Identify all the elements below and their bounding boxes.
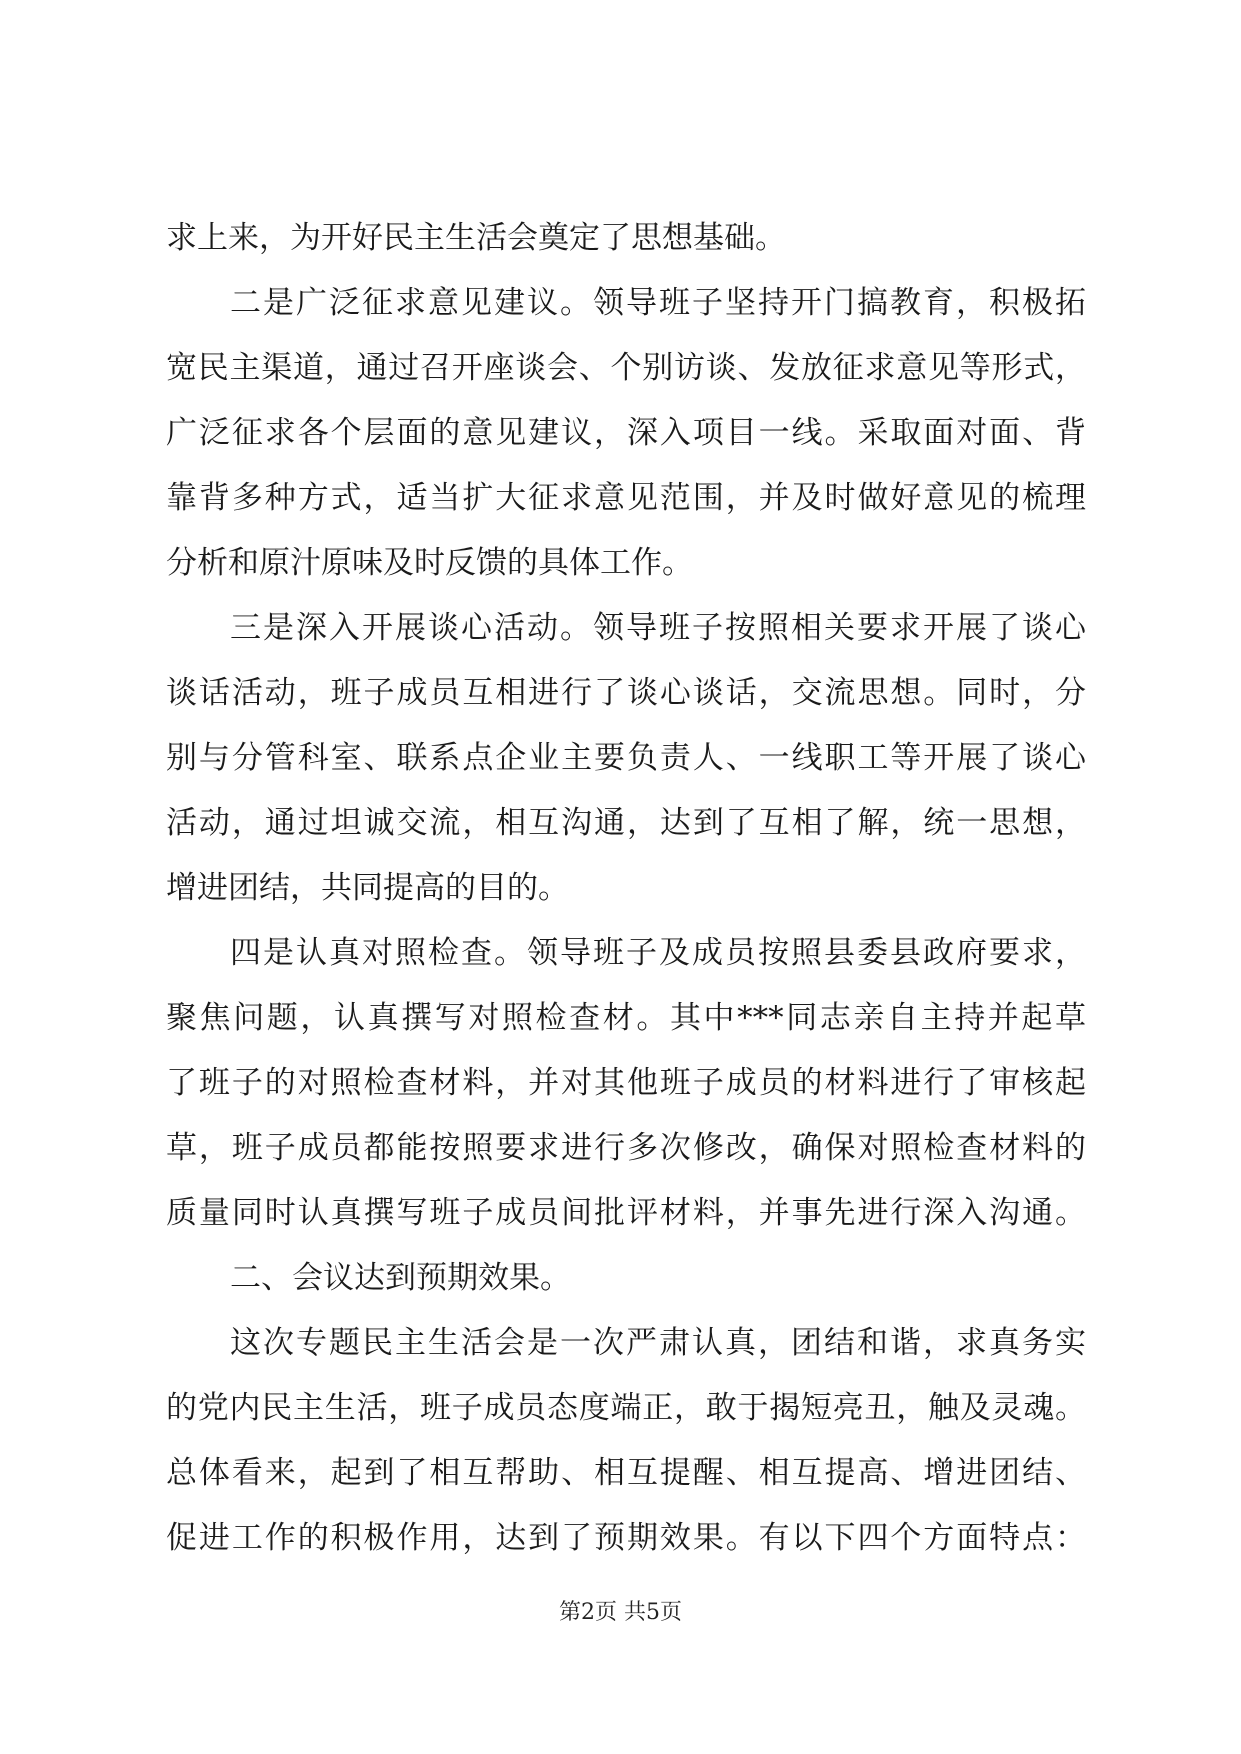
- text-line: 靠背多种方式，适当扩大征求意见范围，并及时做好意见的梳理: [166, 480, 1086, 516]
- text-line: 宽民主渠道，通过召开座谈会、个别访谈、发放征求意见等形式，: [166, 350, 1086, 386]
- text-line: 了班子的对照检查材料，并对其他班子成员的材料进行了审核起: [166, 1065, 1086, 1101]
- text-line: 活动，通过坦诚交流，相互沟通，达到了互相了解，统一思想，: [166, 805, 1086, 841]
- text-line: 二是广泛征求意见建议。领导班子坚持开门搞教育，积极拓: [230, 285, 1086, 321]
- text-line: 的党内民主生活，班子成员态度端正，敢于揭短亮丑，触及灵魂。: [166, 1390, 1086, 1426]
- text-line: 聚焦问题，认真撰写对照检查材。其中***同志亲自主持并起草: [166, 1000, 1086, 1036]
- section-heading: 二、会议达到预期效果。: [230, 1260, 571, 1296]
- text-line: 谈话活动，班子成员互相进行了谈心谈话，交流思想。同时，分: [166, 675, 1086, 711]
- text-line: 这次专题民主生活会是一次严肃认真，团结和谐，求真务实: [230, 1325, 1086, 1361]
- text-line: 总体看来，起到了相互帮助、相互提醒、相互提高、增进团结、: [166, 1455, 1086, 1491]
- text-line: 广泛征求各个层面的意见建议，深入项目一线。采取面对面、背: [166, 415, 1086, 451]
- document-body: [166, 206, 1086, 1571]
- text-line: 别与分管科室、联系点企业主要负责人、一线职工等开展了谈心: [166, 740, 1086, 776]
- text-line: 四是认真对照检查。领导班子及成员按照县委县政府要求，: [230, 935, 1086, 971]
- text-line: 草，班子成员都能按照要求进行多次修改，确保对照检查材料的: [166, 1130, 1086, 1166]
- text-line: 求上来，为开好民主生活会奠定了思想基础。: [166, 220, 786, 256]
- text-line: 三是深入开展谈心活动。领导班子按照相关要求开展了谈心: [230, 610, 1086, 646]
- page-number: 第2页 共5页: [559, 1600, 682, 1625]
- text-line: 质量同时认真撰写班子成员间批评材料，并事先进行深入沟通。: [166, 1195, 1086, 1231]
- text-line: 分析和原汁原味及时反馈的具体工作。: [166, 545, 693, 581]
- text-line: 促进工作的积极作用，达到了预期效果。有以下四个方面特点：: [166, 1520, 1086, 1556]
- text-line: 增进团结，共同提高的目的。: [166, 870, 569, 906]
